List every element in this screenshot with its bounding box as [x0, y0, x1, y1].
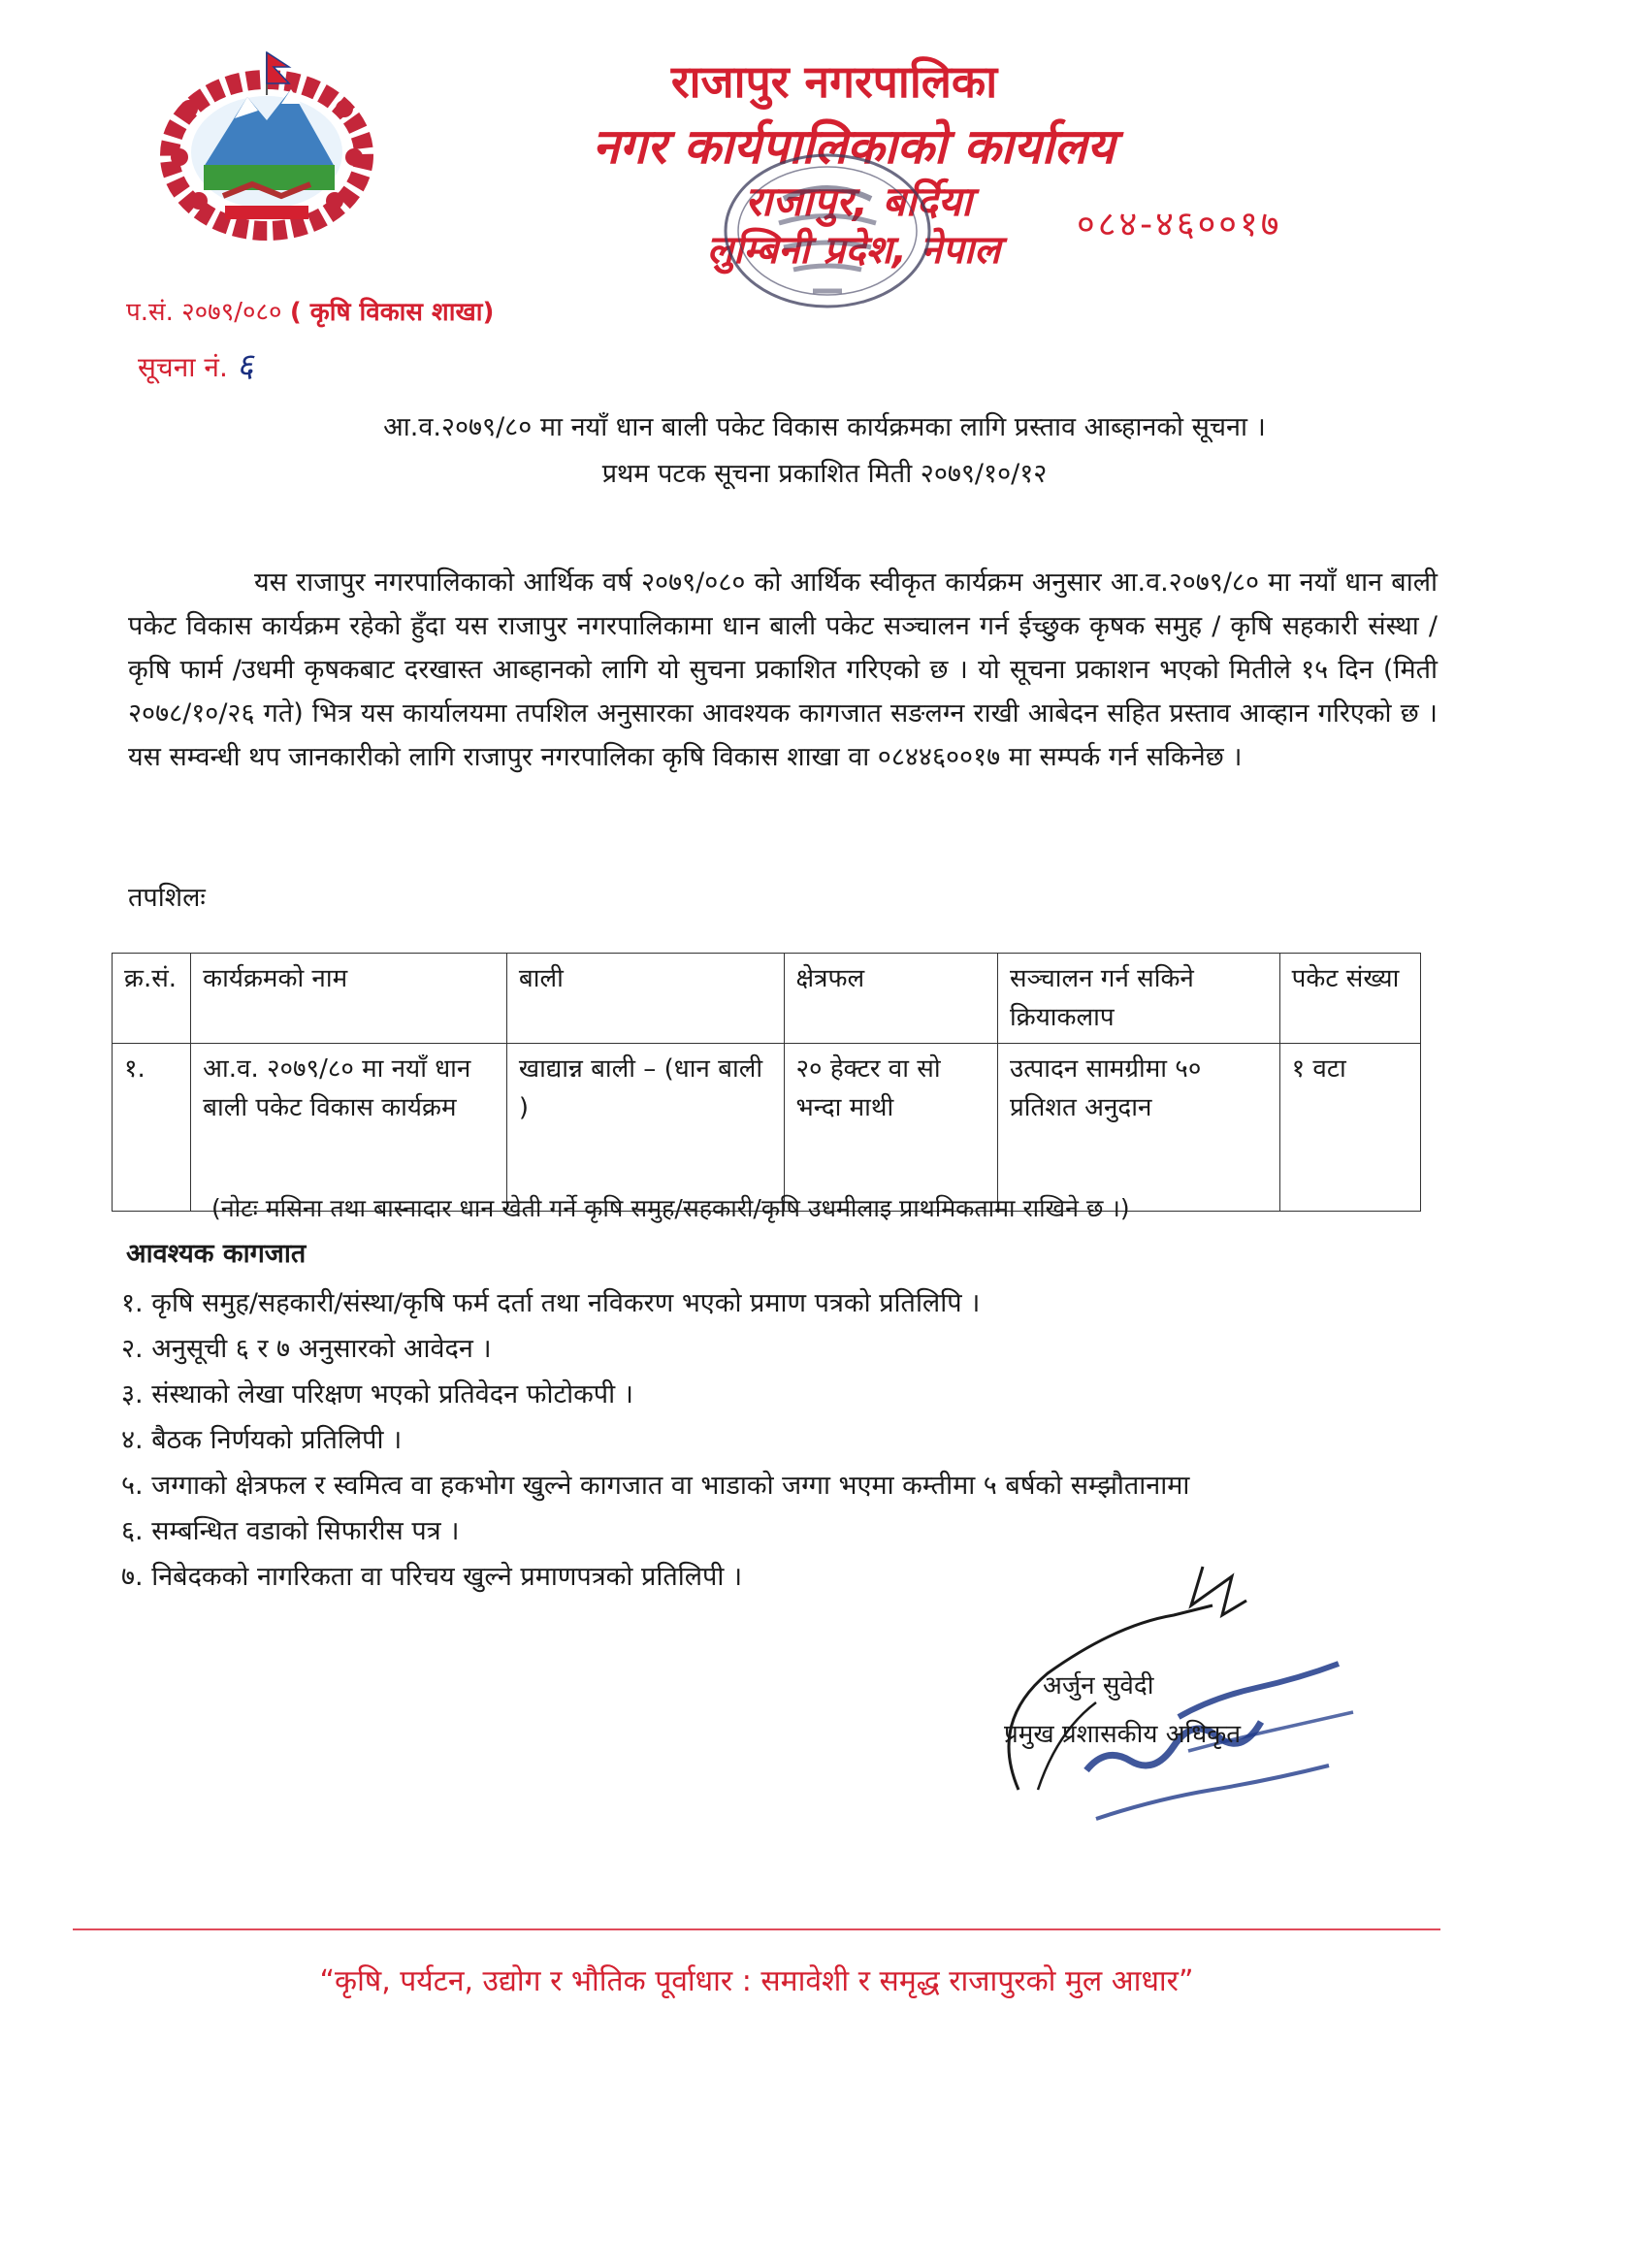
- notice-title: आ.व.२०७९/८० मा नयाँ धान बाली पकेट विकास कार्यक्रमका लागि प्रस्ताव आब्हानको सूचना ।: [383, 412, 1266, 442]
- col-pocket-count: पकेट संख्या: [1279, 954, 1420, 1044]
- notice-number-label: सूचना नं.: [138, 351, 228, 383]
- cell-activities: उत्पादन सामग्रीमा ५० प्रतिशत अनुदान: [998, 1044, 1280, 1212]
- cell-area: २० हेक्टर वा सो भन्दा माथी: [784, 1044, 997, 1212]
- footer-slogan: “कृषि, पर्यटन, उद्योग र भौतिक पूर्वाधार : समावेशी र समृद्ध राजापुरको मुल आधार”: [319, 1964, 1194, 1998]
- list-item: ७. निबेदकको नागरिकता वा परिचय खुल्ने प्रमाणपत्रको प्रतिलिपी ।: [121, 1562, 743, 1592]
- cell-pocket-count: १ वटा: [1279, 1044, 1420, 1212]
- table-header-row: [113, 954, 1421, 1044]
- program-table: [112, 953, 1421, 1212]
- letterhead-location: राजापुर, बर्दिया: [744, 178, 973, 225]
- details-label: तपशिलः: [128, 883, 206, 913]
- notice-number-value: ६: [236, 346, 254, 385]
- required-documents-heading: आवश्यक कागजात: [126, 1239, 307, 1269]
- signatory-name: अर्जुन सुवेदी: [1043, 1671, 1154, 1701]
- signature-and-name-stamp: [980, 1547, 1397, 1858]
- body-paragraph: यस राजापुर नगरपालिकाको आर्थिक वर्ष २०७९/०८० को आर्थिक स्वीकृत कार्यक्रम अनुसार आ.व.२०७९/८० मा नयाँ धान बाली पकेट विकास कार्यक्रम रहेको हुँदा यस राजापुर नगरपालिकामा धान बाली पकेट सञ्चालन गर्न ईच्छुक कृषक समुह / कृषि सहकारी संस्था / कृषि फार्म /उधमी कृषकबाट दरखास्त आब्हानको लागि यो सुचना प्रकाशित गरिएको छ । यो सूचना प्रकाशन भएको मितीले १५ दिन (मिती २०७८/१०/२६ गते) भित्र यस कार्यालयमा तपशिल अनुसारका आवश्यक कागजात सङलग्न राखी आबेदन सहित प्रस्ताव आव्हान गरिएको छ । यस सम्वन्धी थप जानकारीको लागि राजापुर नगरपालिका कृषि विकास शाखा वा ०८४४६००१७ मा सम्पर्क गर्न सकिनेछ ।: [128, 567, 1438, 772]
- reference-number: [126, 293, 494, 328]
- nepal-national-emblem-icon: [146, 50, 388, 244]
- office-seal-stamp: [716, 146, 939, 315]
- notice-number: [138, 341, 253, 386]
- list-item: ४. बैठक निर्णयको प्रतिलिपी ।: [121, 1425, 403, 1455]
- signatory-title: प्रमुख प्रशासकीय अधिकृत: [1004, 1720, 1242, 1749]
- letterhead-municipality: राजापुर नगरपालिका: [670, 55, 998, 108]
- branch-name: ( कृषि विकास शाखा): [289, 298, 495, 327]
- cell-program-name: आ.व. २०७९/८० मा नयाँ धान बाली पकेट विकास कार्यक्रम: [191, 1044, 507, 1212]
- letterhead-province: लुम्बिनी प्रदेश, नेपाल: [706, 228, 1001, 273]
- list-item: ३. संस्थाको लेखा परिक्षण भएको प्रतिवेदन फोटोकपी ।: [121, 1379, 633, 1409]
- cell-serial: १.: [113, 1044, 191, 1212]
- footer-divider: [73, 1928, 1440, 1930]
- list-item: २. अनुसूची ६ र ७ अनुसारको आवेदन ।: [121, 1334, 492, 1364]
- ps-value: २०७९/०८०: [181, 298, 282, 327]
- cell-crop: खाद्यान्न बाली – (धान बाली ): [506, 1044, 784, 1212]
- table-row: [113, 1044, 1421, 1212]
- ps-label: प.सं.: [126, 298, 174, 327]
- col-serial: क्र.सं.: [113, 954, 191, 1044]
- col-activities: सञ्चालन गर्न सकिने क्रियाकलाप: [998, 954, 1280, 1044]
- col-crop: बाली: [506, 954, 784, 1044]
- letterhead-office: नगर कार्यपालिकाको कार्यालय: [592, 118, 1116, 175]
- col-program-name: कार्यक्रमको नाम: [191, 954, 507, 1044]
- letterhead-phone: ०८४-४६००१७: [1077, 205, 1282, 244]
- list-item: ५. जग्गाको क्षेत्रफल र स्वमित्व वा हकभोग खुल्ने कागजात वा भाडाको जग्गा भएमा कम्तीमा ५ बर्षको सम्झौतानामा: [121, 1471, 1190, 1501]
- notice-subtitle: प्रथम पटक सूचना प्रकाशित मिती २०७९/१०/१२: [601, 459, 1048, 489]
- priority-note: (नोटः मसिना तथा बास्नादार धान खेती गर्ने कृषि समुह/सहकारी/कृषि उधमीलाइ प्राथमिकतामा राखिने छ ।): [211, 1194, 1130, 1222]
- col-area: क्षेत्रफल: [784, 954, 997, 1044]
- notice-body: [128, 561, 1438, 779]
- list-item: १. कृषि समुह/सहकारी/संस्था/कृषि फर्म दर्ता तथा नविकरण भएको प्रमाण पत्रको प्रतिलिपि ।: [121, 1288, 981, 1318]
- list-item: ६. सम्बन्धित वडाको सिफारीस पत्र ।: [121, 1516, 460, 1546]
